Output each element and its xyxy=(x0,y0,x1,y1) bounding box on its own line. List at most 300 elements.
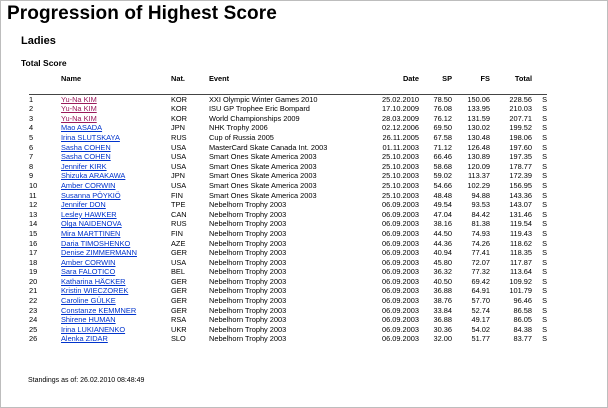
table-row xyxy=(29,334,547,344)
date-cell: 06.09.2003 xyxy=(382,267,419,277)
skater-name-link[interactable]: Shirene HUMAN xyxy=(61,315,116,325)
total-score: 118.62 xyxy=(509,238,532,248)
date-cell: 01.11.2003 xyxy=(382,142,419,152)
name-cell xyxy=(61,239,171,249)
nationality-cell: GER xyxy=(171,276,188,286)
table-row xyxy=(29,191,547,201)
name-cell xyxy=(61,171,171,181)
event-cell: XXI Olympic Winter Games 2010 xyxy=(209,94,318,104)
date-cell: 06.09.2003 xyxy=(382,228,419,238)
name-cell xyxy=(61,296,171,306)
date-cell: 06.09.2003 xyxy=(382,296,419,306)
segment-flag: S xyxy=(542,257,547,267)
skater-name-link[interactable]: Sasha COHEN xyxy=(61,152,111,162)
skater-name-link[interactable]: Denise ZIMMERMANN xyxy=(61,248,137,258)
table-row xyxy=(29,181,547,191)
rank-cell: 25 xyxy=(29,324,38,334)
rank-cell: 23 xyxy=(29,305,38,315)
event-cell: NHK Trophy 2006 xyxy=(209,123,268,133)
short-program-score: 54.66 xyxy=(433,180,452,190)
segment-flag: S xyxy=(542,334,547,344)
free-skating-score: 120.09 xyxy=(467,161,490,171)
date-cell: 17.10.2009 xyxy=(382,104,419,114)
date-cell: 06.09.2003 xyxy=(382,257,419,267)
segment-flag: S xyxy=(542,209,547,219)
header-rank xyxy=(29,74,61,84)
segment-flag: S xyxy=(542,123,547,133)
rank-cell: 26 xyxy=(29,334,38,344)
name-cell xyxy=(61,191,171,201)
short-program-score: 36.88 xyxy=(433,286,452,296)
short-program-score: 33.84 xyxy=(433,305,452,315)
event-cell: Smart Ones Skate America 2003 xyxy=(209,171,317,181)
name-cell xyxy=(61,210,171,220)
segment-flag: S xyxy=(542,315,547,325)
nationality-cell: USA xyxy=(171,180,187,190)
name-cell xyxy=(61,162,171,172)
rank-cell: 11 xyxy=(29,190,37,200)
rank-cell: 8 xyxy=(29,161,34,171)
short-program-score: 40.50 xyxy=(433,276,452,286)
header-event: Event xyxy=(209,74,230,84)
total-score: 178.77 xyxy=(509,161,532,171)
date-cell: 06.09.2003 xyxy=(382,209,419,219)
name-cell xyxy=(61,306,171,316)
skater-name-link[interactable]: Susanna PÖYKIÖ xyxy=(61,190,121,200)
date-cell: 06.09.2003 xyxy=(382,248,419,258)
short-program-score: 71.12 xyxy=(433,142,452,152)
nationality-cell: FIN xyxy=(171,228,183,238)
header-total: Total xyxy=(514,74,532,84)
table-row xyxy=(29,123,547,133)
rank-cell: 18 xyxy=(29,257,38,267)
date-cell: 02.12.2006 xyxy=(382,123,419,133)
name-cell xyxy=(61,181,171,191)
table-row xyxy=(29,114,547,124)
table-header xyxy=(29,74,547,94)
nationality-cell: BEL xyxy=(171,267,185,277)
rank-cell: 24 xyxy=(29,315,38,325)
event-cell: Nebelhorn Trophy 2003 xyxy=(209,276,287,286)
skater-name-link[interactable]: Irina LUKIANENKO xyxy=(61,324,126,334)
header-divider xyxy=(29,84,547,94)
section-title: Total Score xyxy=(21,58,67,68)
name-cell xyxy=(61,248,171,258)
free-skating-score: 81.38 xyxy=(471,219,490,229)
segment-flag: S xyxy=(542,228,547,238)
table-row xyxy=(29,143,547,153)
nationality-cell: TPE xyxy=(171,200,186,210)
event-cell: Nebelhorn Trophy 2003 xyxy=(209,267,287,277)
rank-cell: 4 xyxy=(29,123,34,133)
date-cell: 25.10.2003 xyxy=(382,171,419,181)
table-body xyxy=(29,94,547,344)
header-sp: SP xyxy=(442,74,452,84)
short-program-score: 38.76 xyxy=(433,296,452,306)
name-cell xyxy=(61,94,171,104)
segment-flag: S xyxy=(542,142,547,152)
name-cell xyxy=(61,200,171,210)
table-row xyxy=(29,171,547,181)
name-cell xyxy=(61,325,171,335)
event-cell: Nebelhorn Trophy 2003 xyxy=(209,296,287,306)
free-skating-score: 126.48 xyxy=(467,142,490,152)
total-score: 199.52 xyxy=(509,123,532,133)
event-cell: World Championships 2009 xyxy=(209,113,300,123)
date-cell: 25.10.2003 xyxy=(382,190,419,200)
event-cell: Nebelhorn Trophy 2003 xyxy=(209,200,287,210)
event-cell: Nebelhorn Trophy 2003 xyxy=(209,238,287,248)
skater-name-link[interactable]: Yu-Na KIM xyxy=(61,94,97,104)
skater-name-link[interactable]: Kristin WIECZOREK xyxy=(61,286,129,296)
skater-name-link[interactable]: Caroline GÜLKE xyxy=(61,296,116,306)
free-skating-score: 77.32 xyxy=(471,267,490,277)
rank-cell: 3 xyxy=(29,113,34,123)
segment-flag: S xyxy=(542,113,547,123)
rank-cell: 5 xyxy=(29,132,34,142)
date-cell: 06.09.2003 xyxy=(382,219,419,229)
event-cell: Nebelhorn Trophy 2003 xyxy=(209,219,287,229)
name-cell xyxy=(61,286,171,296)
nationality-cell: USA xyxy=(171,161,187,171)
short-program-score: 48.48 xyxy=(433,190,452,200)
category-title: Ladies xyxy=(21,35,56,47)
name-cell xyxy=(61,277,171,287)
table-row xyxy=(29,277,547,287)
segment-flag: S xyxy=(542,200,547,210)
nationality-cell: KOR xyxy=(171,94,188,104)
total-score: 198.06 xyxy=(509,132,532,142)
total-score: 197.60 xyxy=(509,142,532,152)
table-header-row xyxy=(29,74,547,84)
table-row xyxy=(29,210,547,220)
segment-flag: S xyxy=(542,180,547,190)
rank-cell: 16 xyxy=(29,238,38,248)
free-skating-score: 69.42 xyxy=(471,276,490,286)
total-score: 156.95 xyxy=(509,180,532,190)
nationality-cell: GER xyxy=(171,286,188,296)
free-skating-score: 57.70 xyxy=(471,296,490,306)
table-row xyxy=(29,94,547,104)
segment-flag: S xyxy=(542,267,547,277)
segment-flag: S xyxy=(542,161,547,171)
date-cell: 06.09.2003 xyxy=(382,238,419,248)
nationality-cell: RUS xyxy=(171,219,187,229)
short-program-score: 66.46 xyxy=(433,152,452,162)
segment-flag: S xyxy=(542,171,547,181)
name-cell xyxy=(61,258,171,268)
date-cell: 06.09.2003 xyxy=(382,200,419,210)
event-cell: Nebelhorn Trophy 2003 xyxy=(209,334,287,344)
total-score: 83.77 xyxy=(513,334,532,344)
rank-cell: 1 xyxy=(29,94,34,104)
total-score: 86.05 xyxy=(513,315,532,325)
table-row xyxy=(29,248,547,258)
skater-name-link[interactable]: Amber CORWIN xyxy=(61,180,116,190)
table-row xyxy=(29,239,547,249)
free-skating-score: 102.29 xyxy=(467,180,490,190)
segment-flag: S xyxy=(542,190,547,200)
rank-cell: 10 xyxy=(29,180,38,190)
table-row xyxy=(29,219,547,229)
date-cell: 06.09.2003 xyxy=(382,324,419,334)
nationality-cell: JPN xyxy=(171,123,185,133)
nationality-cell: USA xyxy=(171,152,187,162)
rank-cell: 2 xyxy=(29,104,34,114)
total-score: 101.79 xyxy=(509,286,532,296)
segment-flag: S xyxy=(542,104,547,114)
segment-flag: S xyxy=(542,286,547,296)
date-cell: 25.02.2010 xyxy=(382,94,419,104)
segment-flag: S xyxy=(542,324,547,334)
nationality-cell: USA xyxy=(171,257,187,267)
skater-name-link[interactable]: Yu-Na KIM xyxy=(61,104,97,114)
short-program-score: 30.36 xyxy=(433,324,452,334)
table-row xyxy=(29,200,547,210)
total-score: 210.03 xyxy=(509,104,532,114)
total-score: 86.58 xyxy=(513,305,532,315)
free-skating-score: 54.02 xyxy=(471,324,490,334)
header-flag xyxy=(532,74,547,84)
skater-name-link[interactable]: Jennifer KIRK xyxy=(61,161,107,171)
rank-cell: 20 xyxy=(29,276,38,286)
rank-cell: 9 xyxy=(29,171,34,181)
event-cell: Nebelhorn Trophy 2003 xyxy=(209,315,287,325)
table-row xyxy=(29,296,547,306)
date-cell: 25.10.2003 xyxy=(382,180,419,190)
event-cell: Cup of Russia 2005 xyxy=(209,132,274,142)
name-cell xyxy=(61,152,171,162)
table-row xyxy=(29,133,547,143)
free-skating-score: 74.93 xyxy=(471,228,490,238)
event-cell: MasterCard Skate Canada Int. 2003 xyxy=(209,142,328,152)
free-skating-score: 52.74 xyxy=(471,305,490,315)
name-cell xyxy=(61,143,171,153)
skater-name-link[interactable]: Yu-Na KIM xyxy=(61,113,97,123)
segment-flag: S xyxy=(542,296,547,306)
skater-name-link[interactable]: Irina SLUTSKAYA xyxy=(61,132,120,142)
short-program-score: 44.36 xyxy=(433,238,452,248)
total-score: 143.07 xyxy=(509,200,532,210)
total-score: 197.35 xyxy=(509,152,532,162)
rank-cell: 6 xyxy=(29,142,34,152)
short-program-score: 36.88 xyxy=(433,315,452,325)
event-cell: ISU GP Trophee Eric Bompard xyxy=(209,104,310,114)
free-skating-score: 64.91 xyxy=(471,286,490,296)
rank-cell: 15 xyxy=(29,228,38,238)
name-cell xyxy=(61,334,171,344)
nationality-cell: JPN xyxy=(171,171,185,181)
short-program-score: 45.80 xyxy=(433,257,452,267)
score-table xyxy=(29,74,547,344)
event-cell: Nebelhorn Trophy 2003 xyxy=(209,324,287,334)
nationality-cell: RSA xyxy=(171,315,187,325)
short-program-score: 58.68 xyxy=(433,161,452,171)
skater-name-link[interactable]: Sara FALOTICO xyxy=(61,267,116,277)
skater-name-link[interactable]: Jennifer DON xyxy=(61,200,106,210)
date-cell: 06.09.2003 xyxy=(382,315,419,325)
nationality-cell: KOR xyxy=(171,113,188,123)
table-row xyxy=(29,162,547,172)
segment-flag: S xyxy=(542,276,547,286)
page-title: Progression of Highest Score xyxy=(7,3,277,24)
free-skating-score: 131.59 xyxy=(467,113,490,123)
table-row xyxy=(29,152,547,162)
free-skating-score: 84.42 xyxy=(471,209,490,219)
segment-flag: S xyxy=(542,248,547,258)
nationality-cell: RUS xyxy=(171,132,187,142)
free-skating-score: 130.02 xyxy=(467,123,490,133)
name-cell xyxy=(61,219,171,229)
free-skating-score: 113.37 xyxy=(467,171,490,181)
segment-flag: S xyxy=(542,132,547,142)
skater-name-link[interactable]: Daria TIMOSHENKO xyxy=(61,238,131,248)
total-score: 117.87 xyxy=(509,257,532,267)
skater-name-link[interactable]: Sasha COHEN xyxy=(61,142,111,152)
name-cell xyxy=(61,114,171,124)
total-score: 96.46 xyxy=(513,296,532,306)
free-skating-score: 74.26 xyxy=(471,238,490,248)
total-score: 119.54 xyxy=(509,219,532,229)
table-row xyxy=(29,325,547,335)
short-program-score: 76.08 xyxy=(433,104,452,114)
total-score: 109.92 xyxy=(509,276,532,286)
skater-name-link[interactable]: Shizuka ARAKAWA xyxy=(61,171,126,181)
name-cell xyxy=(61,315,171,325)
free-skating-score: 49.17 xyxy=(471,315,490,325)
standings-timestamp: Standings as of: 26.02.2010 08:48:49 xyxy=(28,377,145,384)
total-score: 119.43 xyxy=(509,228,532,238)
nationality-cell: KOR xyxy=(171,104,188,114)
rank-cell: 21 xyxy=(29,286,38,296)
skater-name-link[interactable]: Katharina HÄCKER xyxy=(61,276,126,286)
total-score: 207.71 xyxy=(509,113,532,123)
total-score: 131.46 xyxy=(509,209,532,219)
rank-cell: 13 xyxy=(29,209,38,219)
event-cell: Nebelhorn Trophy 2003 xyxy=(209,286,287,296)
total-score: 228.56 xyxy=(509,94,532,104)
rank-cell: 19 xyxy=(29,267,38,277)
total-score: 113.64 xyxy=(509,267,532,277)
short-program-score: 47.04 xyxy=(433,209,452,219)
table-row xyxy=(29,286,547,296)
nationality-cell: UKR xyxy=(171,324,187,334)
rank-cell: 14 xyxy=(29,219,38,229)
segment-flag: S xyxy=(542,305,547,315)
event-cell: Nebelhorn Trophy 2003 xyxy=(209,305,287,315)
event-cell: Smart Ones Skate America 2003 xyxy=(209,180,317,190)
header-nat: Nat. xyxy=(171,74,185,84)
rank-cell: 7 xyxy=(29,152,34,162)
free-skating-score: 130.89 xyxy=(467,152,490,162)
table-row xyxy=(29,258,547,268)
table-row xyxy=(29,104,547,114)
skater-name-link[interactable]: Amber CORWIN xyxy=(61,257,116,267)
table-row xyxy=(29,229,547,239)
date-cell: 25.10.2003 xyxy=(382,152,419,162)
free-skating-score: 150.06 xyxy=(467,94,490,104)
free-skating-score: 94.88 xyxy=(471,190,490,200)
table-row xyxy=(29,306,547,316)
free-skating-score: 72.07 xyxy=(471,257,490,267)
date-cell: 25.10.2003 xyxy=(382,161,419,171)
total-score: 84.38 xyxy=(513,324,532,334)
short-program-score: 32.00 xyxy=(433,334,452,344)
skater-name-link[interactable]: Alenka ZIDAR xyxy=(61,334,108,344)
rank-cell: 12 xyxy=(29,200,38,210)
rank-cell: 17 xyxy=(29,248,38,258)
free-skating-score: 51.77 xyxy=(471,334,490,344)
nationality-cell: AZE xyxy=(171,238,186,248)
skater-name-link[interactable]: Olga NAIDENOVA xyxy=(61,219,122,229)
table-row xyxy=(29,267,547,277)
free-skating-score: 130.48 xyxy=(467,132,490,142)
name-cell xyxy=(61,104,171,114)
nationality-cell: GER xyxy=(171,305,188,315)
skater-name-link[interactable]: Lesley HAWKER xyxy=(61,209,117,219)
skater-name-link[interactable]: Mao ASADA xyxy=(61,123,103,133)
event-cell: Smart Ones Skate America 2003 xyxy=(209,152,317,162)
date-cell: 06.09.2003 xyxy=(382,334,419,344)
total-score: 118.35 xyxy=(509,248,532,258)
nationality-cell: GER xyxy=(171,248,188,258)
date-cell: 28.03.2009 xyxy=(382,113,419,123)
free-skating-score: 93.53 xyxy=(471,200,490,210)
nationality-cell: FIN xyxy=(171,190,183,200)
nationality-cell: USA xyxy=(171,142,187,152)
free-skating-score: 133.95 xyxy=(467,104,490,114)
event-cell: Nebelhorn Trophy 2003 xyxy=(209,209,287,219)
short-program-score: 76.12 xyxy=(433,113,452,123)
short-program-score: 49.54 xyxy=(433,200,452,210)
name-cell xyxy=(61,229,171,239)
short-program-score: 69.50 xyxy=(433,123,452,133)
event-cell: Nebelhorn Trophy 2003 xyxy=(209,257,287,267)
skater-name-link[interactable]: Mira MARTTINEN xyxy=(61,228,121,238)
short-program-score: 67.58 xyxy=(433,132,452,142)
short-program-score: 38.16 xyxy=(433,219,452,229)
table-row xyxy=(29,315,547,325)
segment-flag: S xyxy=(542,152,547,162)
event-cell: Smart Ones Skate America 2003 xyxy=(209,161,317,171)
name-cell xyxy=(61,267,171,277)
short-program-score: 78.50 xyxy=(433,94,452,104)
nationality-cell: SLO xyxy=(171,334,186,344)
nationality-cell: CAN xyxy=(171,209,187,219)
skater-name-link[interactable]: Constanze KEMMNER xyxy=(61,305,137,315)
header-name: Name xyxy=(61,74,82,84)
segment-flag: S xyxy=(542,219,547,229)
date-cell: 06.09.2003 xyxy=(382,305,419,315)
event-cell: Nebelhorn Trophy 2003 xyxy=(209,248,287,258)
short-program-score: 59.02 xyxy=(433,171,452,181)
nationality-cell: GER xyxy=(171,296,188,306)
short-program-score: 36.32 xyxy=(433,267,452,277)
event-cell: Smart Ones Skate America 2003 xyxy=(209,190,317,200)
date-cell: 26.11.2005 xyxy=(382,132,419,142)
free-skating-score: 77.41 xyxy=(471,248,490,258)
name-cell xyxy=(61,123,171,133)
date-cell: 06.09.2003 xyxy=(382,286,419,296)
header-date: Date xyxy=(402,74,419,84)
name-cell xyxy=(61,133,171,143)
short-program-score: 40.94 xyxy=(433,248,452,258)
total-score: 143.36 xyxy=(509,190,532,200)
date-cell: 06.09.2003 xyxy=(382,276,419,286)
header-fs: FS xyxy=(480,74,490,84)
rank-cell: 22 xyxy=(29,296,38,306)
event-cell: Nebelhorn Trophy 2003 xyxy=(209,228,287,238)
